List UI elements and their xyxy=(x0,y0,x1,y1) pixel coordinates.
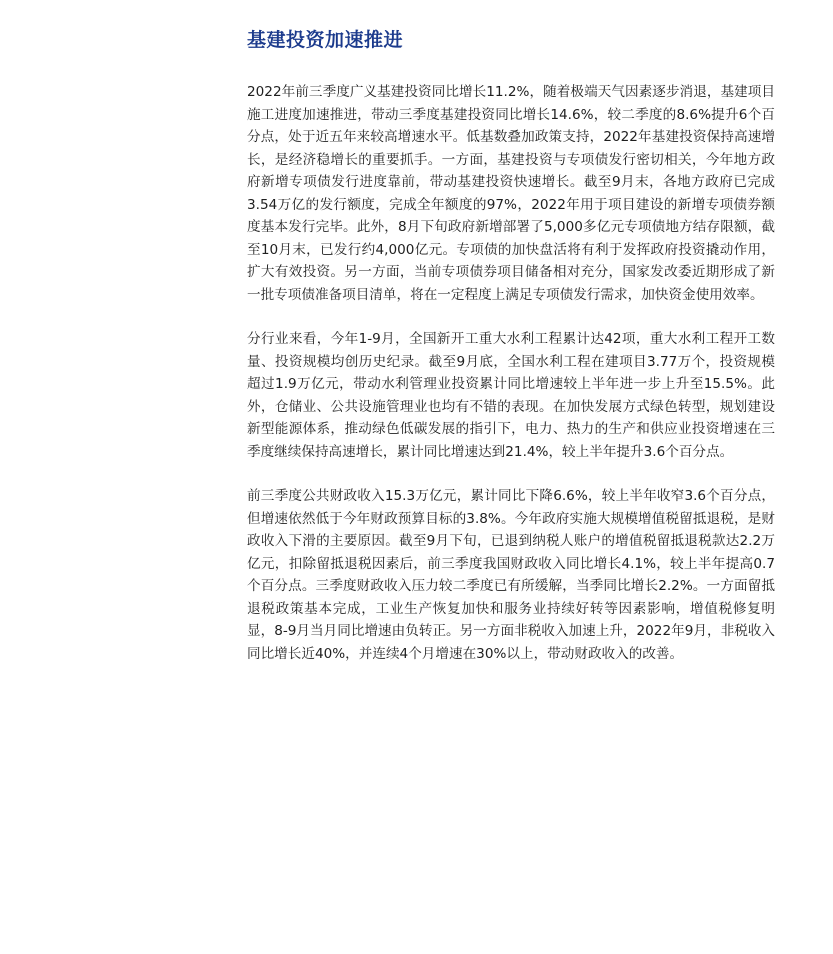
article xyxy=(247,26,775,665)
paragraph-infrastructure-investment: 2022年前三季度广义基建投资同比增长11.2%，随着极端天气因素逐步消退，基建项目施工进度加速推进，带动三季度基建投资同比增长14.6%，较二季度的8.6%提升6个百分点，处于近五年来较高增速水平。低基数叠加政策支持，2022年基建投资保持高速增长，是经济稳增长的重要抓手。一方面，基建投资与专项债发行密切相关，今年地方政府新增专项债发行进度靠前，带动基建投资快速增长。截至9月末，各地方政府已完成3.54万亿的发行额度，完成全年额度的97%，2022年用于项目建设的新增专项债券额度基本发行完毕。此外，8月下旬政府新增部署了5,000多亿元专项债地方结存限额，截至10月末，已发行约4,000亿元。专项债的加快盘活将有利于发挥政府投资撬动作用，扩大有效投资。另一方面，当前专项债券项目储备相对充分，国家发改委近期形成了新一批专项债准备项目清单，将在一定程度上满足专项债发行需求，加快资金使用效率。 xyxy=(247,84,775,303)
article-title: 基建投资加速推进 xyxy=(247,29,404,51)
paragraph-industry-breakdown: 分行业来看，今年1-9月，全国新开工重大水利工程累计达42项，重大水利工程开工数量、投资规模均创历史纪录。截至9月底，全国水利工程在建项目3.77万个，投资规模超过1.9万亿元，带动水利管理业投资累计同比增速较上半年进一步上升至15.5%。此外，仓储业、公共设施管理业也均有不错的表现。在加快发展方式绿色转型，规划建设新型能源体系，推动绿色低碳发展的指引下，电力、热力的生产和供应业投资增速在三季度继续保持高速增长，累计同比增速达到21.4%，较上半年提升3.6个百分点。 xyxy=(247,331,775,460)
paragraph-fiscal-revenue: 前三季度公共财政收入15.3万亿元，累计同比下降6.6%，较上半年收窄3.6个百分点，但增速依然低于今年财政预算目标的3.8%。今年政府实施大规模增值税留抵退税，是财政收入下滑的主要原因。截至9月下旬，已退到纳税人账户的增值税留抵退税款达2.2万亿元，扣除留抵退税因素后，前三季度我国财政收入同比增长4.1%，较上半年提高0.7个百分点。三季度财政收入压力较二季度已有所缓解，当季同比增长2.2%。一方面留抵退税政策基本完成，工业生产恢复加快和服务业持续好转等因素影响，增值税修复明显，8-9月当月同比增速由负转正。另一方面非税收入加速上升，2022年9月，非税收入同比增长近40%，并连续4个月增速在30%以上，带动财政收入的改善。 xyxy=(247,488,775,662)
